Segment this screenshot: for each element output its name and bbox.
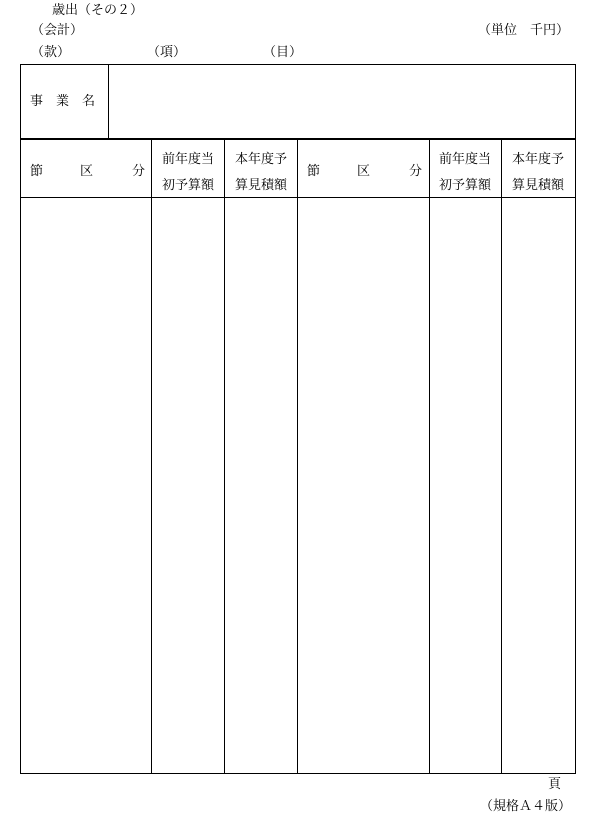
header-line: 初予算額 (161, 178, 214, 193)
project-name-label-cell (21, 65, 109, 138)
header-line: 算見積額 (511, 178, 564, 193)
column-divider (297, 140, 298, 773)
paper-spec-label: （規格Ａ４版） (479, 799, 571, 814)
header-char: 分 (409, 164, 423, 179)
kan-label: （款） (31, 45, 71, 60)
header-line: 本年度予 (511, 152, 564, 167)
header-char: 区 (80, 164, 94, 179)
budget-table (20, 139, 576, 774)
header-line: 前年度当 (438, 152, 491, 167)
header-prev-initial-budget-right (429, 147, 501, 199)
header-prev-initial-budget-left (152, 147, 224, 199)
header-line: 本年度予 (234, 152, 287, 167)
header-current-estimate-right (502, 147, 574, 199)
header-line: 算見積額 (234, 178, 287, 193)
project-name-box (20, 64, 576, 139)
account-label: （会計） (31, 23, 84, 38)
unit-label: （単位 千円） (477, 23, 569, 38)
header-char: 節 (30, 164, 44, 179)
header-line: 前年度当 (161, 152, 214, 167)
column-divider (224, 140, 225, 773)
page-number-label: 頁 (548, 777, 562, 792)
header-char: 区 (357, 164, 371, 179)
header-line: 初予算額 (438, 178, 491, 193)
moku-label: （目） (263, 45, 303, 60)
project-name-label: 事業名 (30, 94, 109, 109)
header-current-estimate-left (225, 147, 297, 199)
column-divider (501, 140, 502, 773)
header-char: 分 (132, 164, 146, 179)
kou-label: （項） (147, 45, 187, 60)
page-title: 歳出（その２） (52, 3, 144, 18)
column-divider (429, 140, 430, 773)
header-char: 節 (307, 164, 321, 179)
column-divider (151, 140, 152, 773)
